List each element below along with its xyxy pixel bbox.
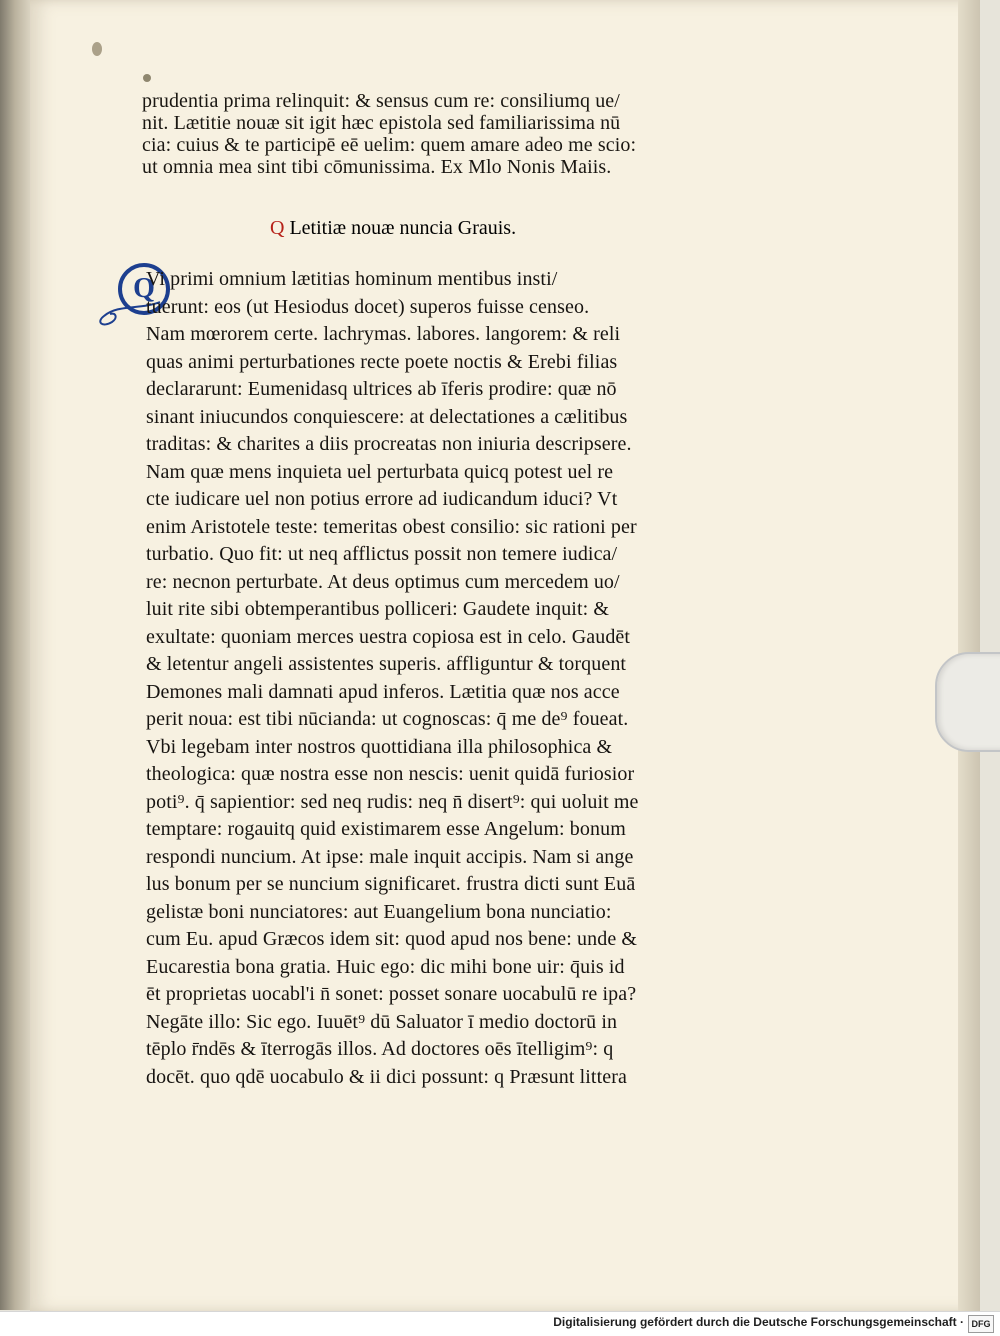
opening-line: prudentia prima relinquit: & sensus cum re: consiliumq ue/ — [142, 90, 620, 112]
text-line: re: necnon perturbate. At deus optimus cum mercedem uo/ — [146, 570, 620, 593]
opening-line: cia: cuius & te participē eē uelim: quem amare adeo me scio: — [142, 134, 637, 156]
text-line: cum Eu. apud Græcos idem sit: quod apud nos bene: unde & — [146, 928, 638, 950]
text-line: Eucarestia bona gratia. Huic ego: dic mihi bone uir: q̄uis id — [146, 955, 625, 978]
text-line: cte iudicare uel non potius errore ad iudicandum iduci? Vt — [146, 488, 618, 510]
heading-text: Letitiæ nouæ nuncia Grauis. — [284, 217, 517, 239]
text-line: enim Aristotele teste: temeritas obest consilio: sic rationi per — [146, 515, 637, 538]
section-heading — [270, 216, 516, 240]
opening-text-block — [142, 90, 792, 178]
funding-credit: Digitalisierung gefördert durch die Deutsche Forschungsgemeinschaft · — [553, 1315, 964, 1329]
text-line: Vi primi omnium lætitias hominum mentibus insti/ — [146, 268, 558, 290]
text-line: theologica: quæ nostra esse non nescis: uenit quidā furiosior — [146, 763, 635, 785]
text-line: quas animi perturbationes recte poete noctis & Erebi filias — [146, 350, 618, 373]
text-line: sinant iniucundos conquiescere: at delectationes a cælitibus — [146, 405, 628, 428]
text-line: turbatio. Quo fit: ut neq afflictus possit non temere iudica/ — [146, 543, 618, 565]
text-line: Vbi legebam inter nostros quottidiana illa philosophica & — [146, 735, 613, 758]
text-line: Demones mali damnati apud inferos. Lætitia quæ nos acce — [146, 680, 620, 703]
text-line: temptare: rogauitq quid existimarem esse Angelum: bonum — [146, 818, 626, 840]
main-text-block — [146, 266, 816, 1091]
decorated-initial: Q — [118, 263, 170, 315]
text-line: respondi nuncium. At ipse: male inquit accipis. Nam si ange — [146, 845, 634, 868]
heading-rubric-letter: Q — [270, 217, 285, 239]
text-line: Nam quæ mens inquieta uel perturbata quicq potest uel re — [146, 460, 614, 483]
text-line: gelistæ boni nunciatores: aut Euangelium bona nunciatio: — [146, 900, 612, 923]
text-line: lus bonum per se nuncium significaret. frustra dicti sunt Euā — [146, 873, 636, 895]
text-line: poti⁹. q̄ sapientior: sed neq rudis: neq n̄ disert⁹: qui uoluit me — [146, 790, 639, 813]
text-line: exultate: quoniam merces uestra copiosa est in celo. Gaudēt — [146, 625, 631, 648]
page-turn-tab[interactable] — [935, 652, 1000, 752]
dfg-logo-icon: DFG — [968, 1315, 994, 1333]
text-line: tuerunt: eos (ut Hesiodus docet) superos fuisse censeo. — [146, 295, 590, 318]
text-line: perit noua: est tibi nūcianda: ut cognoscas: q̄ me de⁹ foueat. — [146, 708, 629, 730]
text-line: tēplo r̄ndēs & īterrogās illos. Ad doctores oēs ītelligim⁹: q — [146, 1038, 614, 1060]
margin-dot-mark — [143, 74, 151, 82]
page-stain-mark — [92, 42, 102, 56]
text-line: Negāte illo: Sic ego. Iuuēt⁹ dū Saluator ī medio doctorū in — [146, 1010, 618, 1033]
footer-bar — [0, 1311, 1000, 1336]
text-line: luit rite sibi obtemperantibus polliceri: Gaudete inquit: & — [146, 598, 610, 620]
text-line: Nam mœrorem certe. lachrymas. labores. langorem: & reli — [146, 323, 621, 345]
text-line: docēt. quo qdē uocabulo & ii dici possunt: q Præsunt littera — [146, 1065, 627, 1088]
opening-line: ut omnia mea sint tibi cōmunissima. Ex Mlo Nonis Maiis. — [142, 156, 612, 178]
text-line: ēt proprietas uocabl'i n̄ sonet: posset sonare uocabulū re ipa? — [146, 983, 637, 1005]
text-line: traditas: & charites a diis procreatas non iniuria descripsere. — [146, 433, 632, 455]
text-line: declararunt: Eumenidasq ultrices ab īferis prodire: quæ nō — [146, 378, 617, 400]
text-line: & letentur angeli assistentes superis. affliguntur & torquent — [146, 653, 627, 675]
opening-line: nit. Lætitie nouæ sit igit hæc epistola sed familiarissima nū — [142, 112, 621, 134]
